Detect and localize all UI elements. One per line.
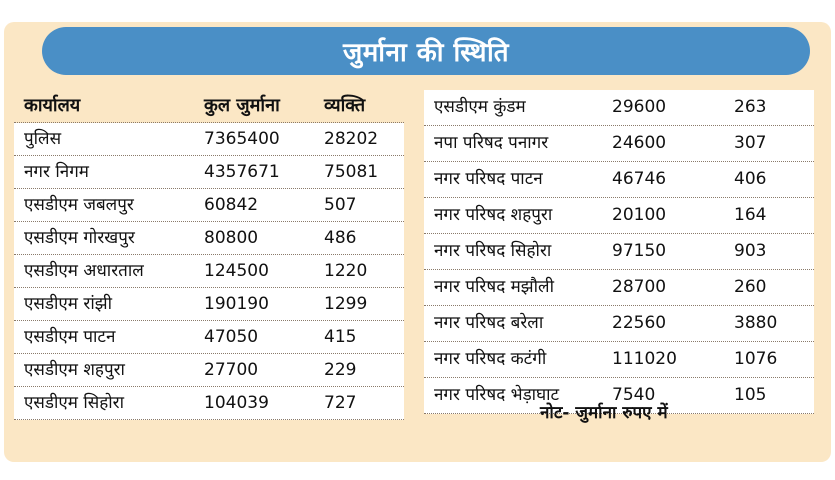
office-name: नगर परिषद शहपुरा [434,205,553,225]
office-name: एसडीएम गोरखपुर [24,228,135,248]
header-total-fine: कुल जुर्माना [204,95,280,116]
person-count: 28202 [324,129,379,149]
person-count: 1299 [324,294,368,314]
person-count: 75081 [324,162,379,182]
person-count: 3880 [734,313,778,333]
person-count: 486 [324,228,357,248]
person-count: 229 [324,360,357,380]
fine-amount: 7365400 [204,129,280,149]
table-row [14,288,404,321]
office-name: एसडीएम शहपुरा [24,360,125,380]
table-row [424,342,814,378]
office-name: पुलिस [24,129,62,149]
table-row [424,90,814,126]
office-name: एसडीएम अधारताल [24,261,144,281]
person-count: 260 [734,277,767,297]
table-row [424,198,814,234]
office-name: नगर परिषद भेड़ाघाट [434,385,560,405]
fine-amount: 60842 [204,195,259,215]
person-count: 406 [734,169,767,189]
table-row [424,306,814,342]
office-name: नगर परिषद बरेला [434,313,544,333]
fine-amount: 97150 [612,241,667,261]
office-name: एसडीएम पाटन [24,327,116,347]
fine-amount: 111020 [612,349,677,369]
person-count: 727 [324,393,357,413]
title-banner [42,27,810,75]
right-fine-table [424,90,814,414]
person-count: 105 [734,385,767,405]
fine-amount: 47050 [204,327,259,347]
table-row [14,387,404,420]
left-fine-table [14,90,404,420]
person-count: 263 [734,97,767,117]
office-name: नगर परिषद कटंगी [434,349,547,369]
table-row [424,162,814,198]
fine-amount: 4357671 [204,162,280,182]
fine-amount: 7540 [612,385,656,405]
office-name: नपा परिषद पनागर [434,133,549,153]
fine-amount: 22560 [612,313,667,333]
header-office: कार्यालय [24,95,81,116]
table-row [14,255,404,288]
fine-amount: 24600 [612,133,667,153]
office-name: नगर परिषद मझौली [434,277,554,297]
table-row [424,270,814,306]
table-row [14,189,404,222]
fine-amount: 29600 [612,97,667,117]
fine-amount: 104039 [204,393,269,413]
table-row [14,354,404,387]
header-persons: व्यक्ति [324,95,366,116]
fine-amount: 20100 [612,205,667,225]
fine-amount: 124500 [204,261,269,281]
person-count: 1076 [734,349,778,369]
page-title: जुर्माना की स्थिति [342,38,510,68]
table-row [14,123,404,156]
table-header-row [14,90,404,123]
table-row [14,156,404,189]
person-count: 307 [734,133,767,153]
person-count: 903 [734,241,767,261]
person-count: 1220 [324,261,368,281]
fine-amount: 46746 [612,169,667,189]
office-name: नगर परिषद सिहोरा [434,241,552,261]
person-count: 507 [324,195,357,215]
fine-amount: 80800 [204,228,259,248]
office-name: एसडीएम सिहोरा [24,393,125,413]
fine-amount: 28700 [612,277,667,297]
office-name: एसडीएम रांझी [24,294,112,314]
currency-note: नोट- जुर्माना रुपए में [540,403,668,423]
table-row [424,126,814,162]
person-count: 415 [324,327,357,347]
office-name: नगर निगम [24,162,89,182]
table-row [14,321,404,354]
fine-amount: 27700 [204,360,259,380]
table-row [424,234,814,270]
table-row [14,222,404,255]
fine-amount: 190190 [204,294,269,314]
office-name: एसडीएम कुंडम [434,97,526,117]
office-name: नगर परिषद पाटन [434,169,543,189]
office-name: एसडीएम जबलपुर [24,195,134,215]
person-count: 164 [734,205,767,225]
